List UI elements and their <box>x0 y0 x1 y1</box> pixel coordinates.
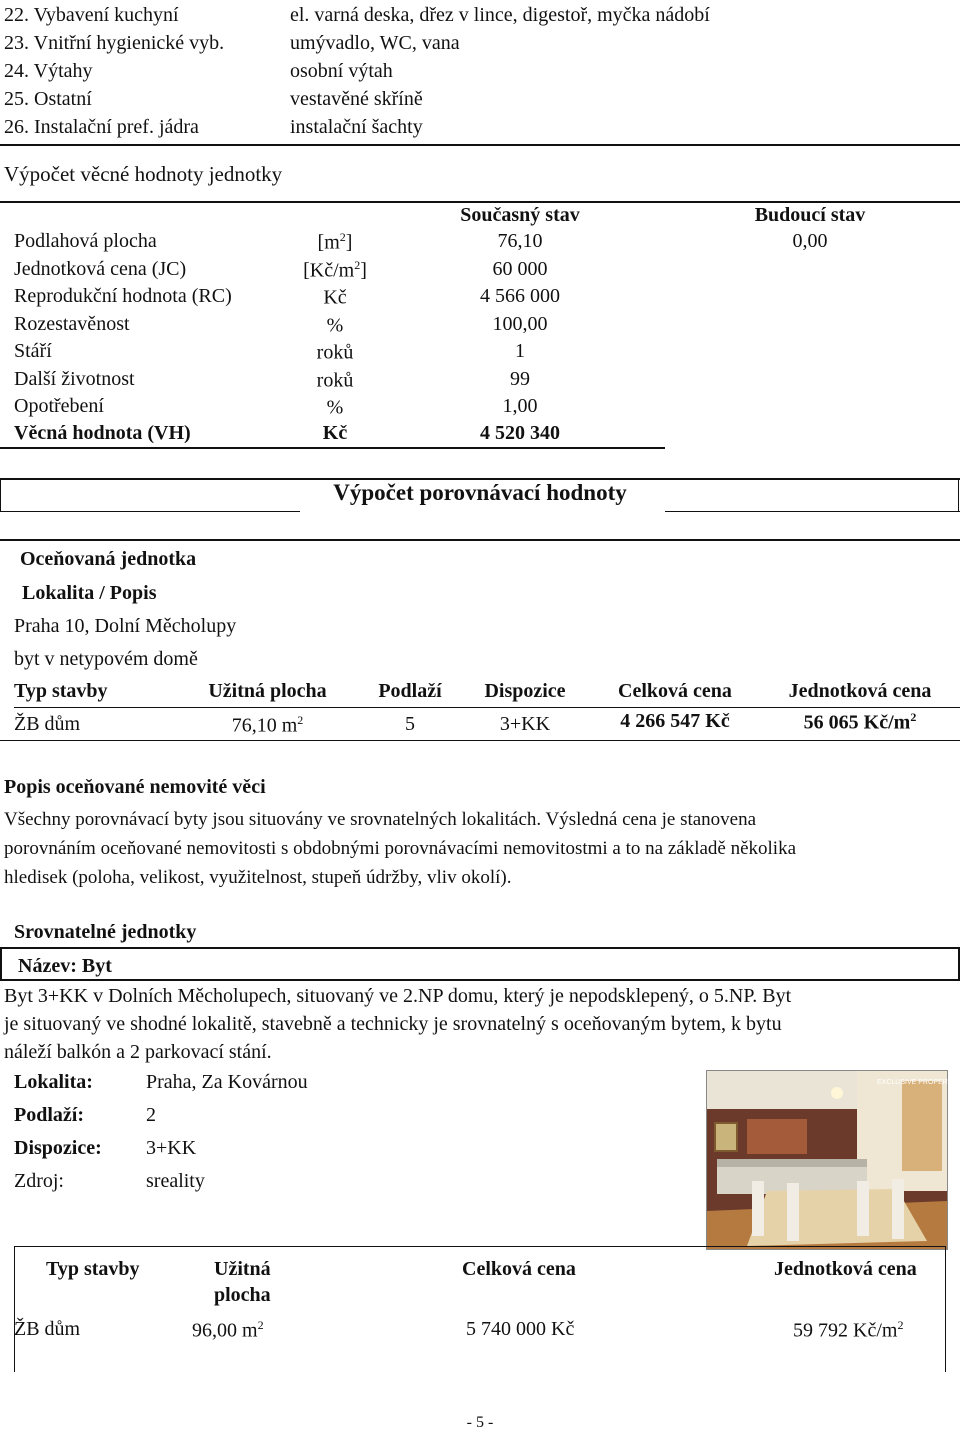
popis-line: porovnáním oceňované nemovitosti s obdobnými porovnávacími nemovitostmi a to na základě několika <box>4 838 797 859</box>
unit-end: ] <box>360 259 367 282</box>
unit-text: Kč <box>323 286 347 309</box>
srovnatelne-desc-line: je situovaný ve shodné lokalitě, stavebně a technicky je srovnatelný s oceňovaným bytem, k bytu <box>4 1013 782 1035</box>
comparison-header-cell: Dispozice <box>484 680 566 702</box>
unit-text: % <box>326 396 344 419</box>
box-bottom-right <box>665 511 960 512</box>
vecna-row-current: 60 000 <box>492 257 548 280</box>
popis-heading: Popis oceňované nemovité věci <box>4 776 266 798</box>
lower-row-typ: ŽB dům <box>14 1318 81 1340</box>
vecna-row-label: Rozestavěnost <box>14 312 130 335</box>
lower-table-left <box>14 1246 15 1372</box>
section-divider <box>0 539 960 541</box>
vecna-row-current: 4 566 000 <box>480 285 560 307</box>
vecna-row-unit <box>280 285 390 310</box>
comparison-header-cell: Celková cena <box>618 680 732 702</box>
equipment-label: 25. Ostatní <box>4 88 92 110</box>
vecna-row-label: Stáří <box>14 340 52 362</box>
equipment-label: 26. Instalační pref. jádra <box>4 116 199 138</box>
popis-line: Všechny porovnávací byty jsou situovány ve srovnatelných lokalitách. Výsledná cena je stanovena <box>4 809 757 830</box>
locality-value: Praha 10, Dolní Měcholupy <box>14 615 237 637</box>
lower-header-celkova: Celková cena <box>462 1258 576 1280</box>
lower-table-top <box>14 1246 946 1247</box>
unit-text: roků <box>316 369 354 392</box>
row-plocha-sup: 2 <box>297 713 304 727</box>
unit-sup: 2 <box>339 230 346 244</box>
detail-label: Dispozice: <box>14 1137 102 1159</box>
unit-text: % <box>326 314 344 337</box>
box-right <box>958 478 959 512</box>
row-podlazi: 5 <box>405 713 415 735</box>
box-left <box>0 478 1 512</box>
vecna-row-current: 99 <box>510 367 530 390</box>
equipment-value: osobní výtah <box>290 60 393 82</box>
lower-row-jednotkova-sup: 2 <box>897 1318 904 1332</box>
lower-row-plocha-sup: 2 <box>257 1318 264 1332</box>
row-jednotkova <box>770 710 950 735</box>
total-unit: Kč <box>322 422 348 444</box>
vecna-row-label: Další životnost <box>14 367 135 390</box>
equipment-label: 24. Výtahy <box>4 60 93 82</box>
page-number: - 5 - <box>466 1414 494 1431</box>
comparison-header-cell: Užitná plocha <box>208 680 327 702</box>
lower-row-plocha <box>192 1318 264 1343</box>
unit-end: ] <box>345 231 353 254</box>
vecna-row-unit <box>280 258 390 283</box>
comparison-bottom-line <box>0 740 960 741</box>
row-dispozice: 3+KK <box>499 713 551 735</box>
unit-sup: 2 <box>354 257 361 272</box>
vecna-row-label: Podlahová plocha <box>14 230 157 252</box>
row-celkova: 4 266 547 Kč <box>620 710 730 732</box>
porovnavaci-title: Výpočet porovnávací hodnoty <box>333 480 627 505</box>
vecna-row-unit <box>280 230 390 255</box>
lower-row-jednotkova <box>793 1318 903 1343</box>
equipment-label: 23. Vnitřní hygienické vyb. <box>4 32 225 54</box>
equipment-value: instalační šachty <box>290 116 423 138</box>
detail-label: Lokalita: <box>14 1071 93 1093</box>
col-current-header: Současný stav <box>460 204 580 226</box>
vecna-row-unit <box>280 368 390 393</box>
popis-line: hledisek (poloha, velikost, využitelnost, stupeň údržby, vliv okolí). <box>4 867 512 888</box>
description-value: byt v netypovém domě <box>14 648 198 670</box>
row-jednotkova-sup: 2 <box>910 710 917 724</box>
detail-value: sreality <box>146 1170 205 1192</box>
lower-header-typ: Typ stavby <box>46 1258 140 1280</box>
comparison-header-cell: Jednotková cena <box>788 680 932 702</box>
lower-header-jednotkova: Jednotková cena <box>774 1258 917 1280</box>
vecna-row-label: Opotřebení <box>14 395 104 417</box>
kitchen-interior-image <box>707 1071 947 1249</box>
total-value: 4 520 340 <box>480 422 560 444</box>
box-bottom-left <box>0 511 300 512</box>
apartment-photo <box>706 1070 957 1250</box>
table-top-border <box>0 201 960 203</box>
vecna-row-current: 100,00 <box>492 312 548 335</box>
detail-value: Praha, Za Kovárnou <box>146 1071 308 1093</box>
srovnatelne-desc-line: Byt 3+KK v Dolních Měcholupech, situovaný ve 2.NP domu, který je nepodsklepený, o 5.NP. Byt <box>4 985 792 1007</box>
photo-logo: EXCLUSIVE PROPERTY <box>877 1079 957 1086</box>
vecna-row-label: Jednotková cena (JC) <box>14 257 187 280</box>
srovnatelne-desc-line: náleží balkón a 2 parkovací stání. <box>4 1041 272 1063</box>
vecna-row-label: Reprodukční hodnota (RC) <box>14 285 232 307</box>
srovnatelne-heading: Srovnatelné jednotky <box>14 921 197 943</box>
unit-text: [m <box>317 231 340 254</box>
vecna-row-unit <box>280 395 390 420</box>
vecna-row-unit <box>280 313 390 338</box>
equipment-value: vestavěné skříně <box>290 88 423 110</box>
vecna-row-current: 76,10 <box>497 230 543 252</box>
equipment-value: el. varná deska, dřez v lince, digestoř, myčka nádobí <box>290 4 710 26</box>
vecna-row-current: 1 <box>515 340 525 362</box>
detail-value: 3+KK <box>146 1137 197 1159</box>
row-plocha <box>185 713 350 738</box>
unit-text: [Kč/m <box>303 259 355 282</box>
row-plocha-text: 76,10 m <box>231 714 298 737</box>
lower-table-right <box>945 1246 946 1372</box>
vecna-title: Výpočet věcné hodnoty jednotky <box>4 162 283 186</box>
vecna-row-future: 0,00 <box>792 230 828 252</box>
lower-row-plocha-text: 96,00 m <box>192 1319 258 1342</box>
total-underline <box>0 447 665 449</box>
lower-header-plocha2: plocha <box>214 1284 271 1306</box>
lower-row-jednotkova-text: 59 792 Kč/m <box>793 1319 898 1342</box>
divider <box>0 144 960 146</box>
lower-header-plocha1: Užitná <box>214 1258 271 1280</box>
row-typ: ŽB dům <box>14 713 81 735</box>
vecna-row-current: 1,00 <box>502 395 538 417</box>
unit-text: roků <box>316 341 354 364</box>
name-box-top <box>0 947 960 949</box>
locality-heading: Lokalita / Popis <box>22 582 157 604</box>
detail-label: Podlaží: <box>14 1104 84 1126</box>
col-future-header: Budoucí stav <box>754 204 866 226</box>
comparison-header-cell: Podlaží <box>378 680 442 702</box>
name-box-bottom <box>0 979 960 981</box>
comparison-header-cell: Typ stavby <box>14 680 108 702</box>
lower-row-celkova: 5 740 000 Kč <box>466 1318 575 1340</box>
name-box-left <box>0 947 2 981</box>
row-jednotkova-text: 56 065 Kč/m <box>803 711 911 734</box>
name-label: Název: Byt <box>18 955 112 977</box>
vecna-row-unit <box>280 340 390 365</box>
equipment-label: 22. Vybavení kuchyní <box>4 4 179 26</box>
unit-heading: Oceňovaná jednotka <box>20 548 197 570</box>
detail-label: Zdroj: <box>14 1170 64 1192</box>
total-label: Věcná hodnota (VH) <box>14 422 191 444</box>
detail-value: 2 <box>146 1104 156 1126</box>
equipment-value: umývadlo, WC, vana <box>290 32 460 54</box>
comparison-header-underline <box>14 707 960 708</box>
